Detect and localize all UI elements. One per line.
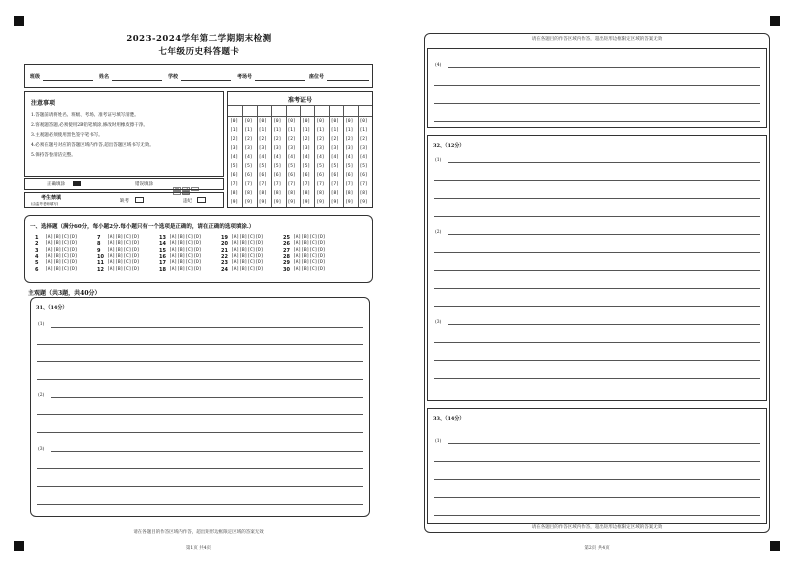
exam-id-bubble[interactable]: [7] bbox=[359, 182, 368, 187]
notes-heading: 注意事项 bbox=[31, 100, 56, 107]
choice-options[interactable]: [A][B][C][D] bbox=[107, 253, 140, 259]
choice-options[interactable]: [A][B][C][D] bbox=[45, 247, 78, 253]
choice-options[interactable]: [A][B][C][D] bbox=[169, 241, 202, 247]
q31-part4-label: (4) bbox=[435, 63, 442, 68]
exam-id-bubble[interactable]: [5] bbox=[258, 164, 267, 169]
choice-options[interactable]: [A][B][C][D] bbox=[293, 253, 326, 259]
writing-line[interactable] bbox=[434, 121, 760, 122]
room-label: 考场号 bbox=[237, 74, 253, 80]
exam-id-bubble[interactable]: [5] bbox=[316, 164, 325, 169]
exam-id-bubble[interactable]: [5] bbox=[244, 164, 253, 169]
name-field[interactable] bbox=[112, 80, 162, 81]
exam-id-bubble[interactable]: [5] bbox=[230, 164, 239, 169]
exam-id-bubble[interactable]: [3] bbox=[302, 146, 311, 151]
class-field[interactable] bbox=[43, 80, 93, 81]
writing-line[interactable] bbox=[37, 414, 363, 415]
writing-line[interactable] bbox=[37, 486, 363, 487]
question-number: 27 bbox=[283, 247, 290, 254]
exam-id-bubble[interactable]: [4] bbox=[330, 155, 339, 160]
question-number: 6 bbox=[35, 266, 39, 273]
exam-id-bubble[interactable]: [3] bbox=[316, 146, 325, 151]
exam-id-bubble[interactable]: [9] bbox=[244, 200, 253, 205]
question-number: 14 bbox=[159, 241, 166, 248]
exam-id-bubble[interactable]: [2] bbox=[316, 137, 325, 142]
writing-line[interactable] bbox=[37, 432, 363, 433]
q31-part2-label: (2) bbox=[38, 393, 45, 398]
writing-line[interactable] bbox=[434, 342, 760, 343]
exam-id-bubble[interactable]: [0] bbox=[359, 119, 368, 124]
exam-id-bubble[interactable]: [6] bbox=[258, 173, 267, 178]
exam-id-bubble[interactable]: [8] bbox=[273, 191, 282, 196]
wrong-fill-label: 错误填涂 bbox=[135, 182, 153, 187]
exam-id-bubble[interactable]: [7] bbox=[287, 182, 296, 187]
choice-options[interactable]: [A][B][C][D] bbox=[231, 253, 264, 259]
exam-title: 2023-2024学年第二学期期末检测 bbox=[126, 34, 272, 44]
exam-id-bubble[interactable]: [1] bbox=[244, 128, 253, 133]
question-number: 18 bbox=[159, 266, 166, 273]
divider bbox=[286, 105, 287, 207]
absent-label: 缺考 bbox=[120, 199, 129, 204]
page2-bottom-warning: 请在各题目的作答区域内作答，超出矩形边框限定区域的答案无效 bbox=[531, 525, 663, 530]
writing-line[interactable] bbox=[448, 234, 760, 235]
exam-id-bubble[interactable]: [9] bbox=[302, 200, 311, 205]
room-field[interactable] bbox=[255, 80, 305, 81]
question-number: 11 bbox=[97, 260, 104, 267]
choice-options[interactable]: [A][B][C][D] bbox=[45, 241, 78, 247]
question-number: 2 bbox=[35, 241, 39, 248]
question-number: 17 bbox=[159, 260, 166, 267]
exam-id-bubble[interactable]: [7] bbox=[273, 182, 282, 187]
divider bbox=[343, 105, 344, 207]
writing-line[interactable] bbox=[434, 103, 760, 104]
divider bbox=[271, 105, 272, 207]
choice-options[interactable]: [A][B][C][D] bbox=[107, 260, 140, 266]
writing-line[interactable] bbox=[434, 270, 760, 271]
choice-options[interactable]: [A][B][C][D] bbox=[169, 235, 202, 240]
choice-options[interactable]: [A][B][C][D] bbox=[231, 260, 264, 266]
exam-id-bubble[interactable]: [6] bbox=[244, 173, 253, 178]
choice-options[interactable]: [A][B][C][D] bbox=[231, 235, 264, 240]
writing-line[interactable] bbox=[434, 252, 760, 253]
writing-line[interactable] bbox=[434, 378, 760, 379]
positioning-mark bbox=[770, 541, 780, 551]
exam-id-bubble[interactable]: [1] bbox=[359, 128, 368, 133]
choice-options[interactable]: [A][B][C][D] bbox=[107, 266, 140, 272]
exam-id-bubble[interactable]: [7] bbox=[302, 182, 311, 187]
sheet-title: 七年级历史科答题卡 bbox=[158, 47, 240, 57]
writing-line[interactable] bbox=[434, 497, 760, 498]
q32-part2-label: (2) bbox=[435, 230, 442, 235]
exam-id-bubble[interactable]: [8] bbox=[287, 191, 296, 196]
exam-id-bubble[interactable]: [0] bbox=[302, 119, 311, 124]
writing-line[interactable] bbox=[448, 162, 760, 163]
exam-id-bubble[interactable]: [7] bbox=[258, 182, 267, 187]
choice-options[interactable]: [A][B][C][D] bbox=[293, 235, 326, 240]
exam-id-box bbox=[227, 91, 373, 208]
exam-id-bubble[interactable]: [7] bbox=[345, 182, 354, 187]
writing-line[interactable] bbox=[434, 515, 760, 516]
exam-id-bubble[interactable]: [6] bbox=[316, 173, 325, 178]
exam-id-bubble[interactable]: [2] bbox=[244, 137, 253, 142]
choice-heading: 一、选择题（满分60分，每小题2分.每小题只有一个选项是正确的，请在正确的选项填涂.） bbox=[30, 224, 255, 230]
seat-field[interactable] bbox=[327, 80, 369, 81]
exam-id-bubble[interactable]: [9] bbox=[230, 200, 239, 205]
choice-options[interactable]: [A][B][C][D] bbox=[169, 247, 202, 253]
choice-options[interactable]: [A][B][C][D] bbox=[107, 241, 140, 247]
status-sub-label: (由监考老师填写) bbox=[31, 202, 59, 206]
exam-id-bubble[interactable]: [8] bbox=[244, 191, 253, 196]
subjective-heading: 主观题（共3题，共40分） bbox=[28, 290, 101, 297]
exam-id-bubble[interactable]: [0] bbox=[345, 119, 354, 124]
exam-id-bubble[interactable]: [5] bbox=[287, 164, 296, 169]
question-number: 12 bbox=[97, 266, 104, 273]
question-number: 1 bbox=[35, 235, 39, 241]
exam-id-bubble[interactable]: [3] bbox=[330, 146, 339, 151]
divider bbox=[257, 105, 258, 207]
notes-box bbox=[24, 91, 224, 177]
question-number: 28 bbox=[283, 253, 290, 260]
question-number: 19 bbox=[221, 235, 228, 241]
exam-id-bubble[interactable]: [2] bbox=[287, 137, 296, 142]
choice-options[interactable]: [A][B][C][D] bbox=[293, 266, 326, 272]
correct-fill-icon bbox=[73, 181, 81, 186]
exam-id-bubble[interactable]: [6] bbox=[359, 173, 368, 178]
question-number: 23 bbox=[221, 260, 228, 267]
exam-id-bubble[interactable]: [9] bbox=[287, 200, 296, 205]
writing-line[interactable] bbox=[434, 306, 760, 307]
exam-id-bubble[interactable]: [0] bbox=[244, 119, 253, 124]
school-label: 学校 bbox=[168, 74, 179, 80]
q33-part1-label: (1) bbox=[435, 439, 442, 444]
writing-line[interactable] bbox=[37, 504, 363, 505]
writing-line[interactable] bbox=[448, 443, 760, 444]
exam-id-bubble[interactable]: [1] bbox=[316, 128, 325, 133]
q32-part3-label: (3) bbox=[435, 320, 442, 325]
writing-line[interactable] bbox=[448, 67, 760, 68]
question-number: 20 bbox=[221, 241, 228, 248]
question-number: 26 bbox=[283, 241, 290, 248]
exam-id-bubble[interactable]: [0] bbox=[287, 119, 296, 124]
choice-options[interactable]: [A][B][C][D] bbox=[45, 253, 78, 259]
exam-id-bubble[interactable]: [3] bbox=[244, 146, 253, 151]
exam-id-bubble[interactable]: [0] bbox=[230, 119, 239, 124]
exam-id-bubble[interactable]: [1] bbox=[230, 128, 239, 133]
exam-id-bubble[interactable]: [1] bbox=[273, 128, 282, 133]
exam-id-bubble[interactable]: [9] bbox=[359, 200, 368, 205]
exam-id-bubble[interactable]: [2] bbox=[359, 137, 368, 142]
exam-id-bubble[interactable]: [4] bbox=[359, 155, 368, 160]
exam-id-bubble[interactable]: [2] bbox=[330, 137, 339, 142]
exam-id-bubble[interactable]: [6] bbox=[302, 173, 311, 178]
exam-id-bubble[interactable]: [8] bbox=[302, 191, 311, 196]
exam-id-bubble[interactable]: [1] bbox=[345, 128, 354, 133]
exam-id-bubble[interactable]: [6] bbox=[287, 173, 296, 178]
choice-options[interactable]: [A][B][C][D] bbox=[169, 266, 202, 272]
question-number: 24 bbox=[221, 266, 228, 273]
q33-answer-box bbox=[427, 408, 767, 524]
divider bbox=[314, 105, 315, 207]
exam-id-bubble[interactable]: [4] bbox=[345, 155, 354, 160]
exam-id-bubble[interactable]: [4] bbox=[273, 155, 282, 160]
writing-line[interactable] bbox=[37, 468, 363, 469]
q32-label: 32、（12分） bbox=[433, 143, 465, 149]
choice-options[interactable]: [A][B][C][D] bbox=[45, 266, 78, 272]
q32-answer-box bbox=[427, 135, 767, 401]
choice-options[interactable]: [A][B][C][D] bbox=[45, 235, 78, 240]
exam-id-bubble[interactable]: [8] bbox=[359, 191, 368, 196]
q31-continuation-box bbox=[427, 48, 767, 128]
q31-part3-label: (3) bbox=[38, 447, 45, 452]
choice-options[interactable]: [A][B][C][D] bbox=[169, 253, 202, 259]
exam-id-bubble[interactable]: [6] bbox=[230, 173, 239, 178]
student-info-box bbox=[24, 64, 373, 88]
exam-id-bubble[interactable]: [4] bbox=[230, 155, 239, 160]
q31-answer-box bbox=[30, 297, 370, 517]
positioning-mark bbox=[14, 541, 24, 551]
exam-id-bubble[interactable]: [2] bbox=[258, 137, 267, 142]
divider bbox=[329, 105, 330, 207]
choice-options[interactable]: [A][B][C][D] bbox=[293, 247, 326, 253]
question-number: 4 bbox=[35, 253, 39, 260]
exam-id-bubble[interactable]: [4] bbox=[316, 155, 325, 160]
writing-line[interactable] bbox=[434, 216, 760, 217]
writing-line[interactable] bbox=[434, 85, 760, 86]
question-number: 13 bbox=[159, 235, 166, 241]
exam-id-bubble[interactable]: [9] bbox=[273, 200, 282, 205]
exam-id-bubble[interactable]: [5] bbox=[273, 164, 282, 169]
notes-item: 1.答题前请将姓名、班级、考场、准考证号填写清楚。 bbox=[31, 113, 139, 118]
writing-line[interactable] bbox=[434, 360, 760, 361]
exam-id-bubble[interactable]: [6] bbox=[345, 173, 354, 178]
q32-part1-label: (1) bbox=[435, 158, 442, 163]
exam-id-bubble[interactable]: [2] bbox=[345, 137, 354, 142]
question-number: 15 bbox=[159, 247, 166, 254]
exam-id-bubble[interactable]: [2] bbox=[302, 137, 311, 142]
exam-id-bubble[interactable]: [3] bbox=[359, 146, 368, 151]
exam-id-bubble[interactable]: [4] bbox=[287, 155, 296, 160]
exam-id-bubble[interactable]: [7] bbox=[330, 182, 339, 187]
choice-options[interactable]: [A][B][C][D] bbox=[45, 260, 78, 266]
status-label: 考生禁填 bbox=[41, 195, 62, 201]
question-number: 22 bbox=[221, 253, 228, 260]
exam-id-bubble[interactable]: [4] bbox=[244, 155, 253, 160]
choice-options[interactable]: [A][B][C][D] bbox=[293, 241, 326, 247]
question-number: 29 bbox=[283, 260, 290, 267]
divider bbox=[300, 105, 301, 207]
exam-id-bubble[interactable]: [7] bbox=[316, 182, 325, 187]
page1-warning: 请在各题目的作答区域内作答，超出矩形边框限定区域的答案无效 bbox=[133, 530, 264, 535]
question-number: 8 bbox=[97, 241, 101, 248]
page1-number: 第1页 共4页 bbox=[185, 546, 212, 551]
exam-id-bubble[interactable]: [5] bbox=[359, 164, 368, 169]
notes-item: 3.主观题必须使用黑色签字笔书写。 bbox=[31, 133, 103, 138]
writing-line[interactable] bbox=[434, 461, 760, 462]
writing-line[interactable] bbox=[448, 324, 760, 325]
choice-section bbox=[24, 215, 373, 283]
writing-line[interactable] bbox=[51, 327, 363, 328]
exam-id-bubble[interactable]: [1] bbox=[302, 128, 311, 133]
writing-line[interactable] bbox=[434, 288, 760, 289]
exam-id-bubble[interactable]: [5] bbox=[345, 164, 354, 169]
writing-line[interactable] bbox=[51, 451, 363, 452]
exam-id-bubble[interactable]: [7] bbox=[244, 182, 253, 187]
question-number: 21 bbox=[221, 247, 228, 254]
writing-line[interactable] bbox=[434, 479, 760, 480]
question-number: 25 bbox=[283, 235, 290, 241]
exam-id-bubble[interactable]: [1] bbox=[258, 128, 267, 133]
exam-id-bubble[interactable]: [7] bbox=[230, 182, 239, 187]
exam-id-bubble[interactable]: [3] bbox=[287, 146, 296, 151]
exam-id-bubble[interactable]: [3] bbox=[258, 146, 267, 151]
exam-id-bubble[interactable]: [0] bbox=[330, 119, 339, 124]
choice-options[interactable]: [A][B][C][D] bbox=[293, 260, 326, 266]
exam-id-bubble[interactable]: [4] bbox=[258, 155, 267, 160]
exam-id-bubble[interactable]: [8] bbox=[230, 191, 239, 196]
exam-id-bubble[interactable]: [8] bbox=[345, 191, 354, 196]
correct-fill-label: 正确填涂 bbox=[47, 182, 65, 187]
notes-item: 4.必须在题号对应的答题区域内作答,超出答题区域书写无效。 bbox=[31, 143, 154, 148]
positioning-mark bbox=[14, 16, 24, 26]
exam-id-bubble[interactable]: [9] bbox=[258, 200, 267, 205]
exam-id-bubble[interactable]: [6] bbox=[273, 173, 282, 178]
q31-label: 31、（14分） bbox=[36, 305, 68, 311]
question-number: 16 bbox=[159, 253, 166, 260]
exam-id-bubble[interactable]: [9] bbox=[316, 200, 325, 205]
exam-id-bubble[interactable]: [8] bbox=[316, 191, 325, 196]
exam-id-bubble[interactable]: [8] bbox=[330, 191, 339, 196]
absent-checkbox[interactable] bbox=[135, 197, 144, 203]
writing-line[interactable] bbox=[434, 180, 760, 181]
exam-id-bubble[interactable]: [9] bbox=[345, 200, 354, 205]
violation-checkbox[interactable] bbox=[197, 197, 206, 203]
exam-id-bubble[interactable]: [5] bbox=[330, 164, 339, 169]
exam-id-bubble[interactable]: [3] bbox=[230, 146, 239, 151]
wrong-fill-icon bbox=[173, 180, 199, 188]
seat-label: 座位号 bbox=[309, 74, 325, 80]
choice-options[interactable]: [A][B][C][D] bbox=[107, 247, 140, 253]
exam-id-bubble[interactable]: [4] bbox=[302, 155, 311, 160]
q31-part1-label: (1) bbox=[38, 322, 45, 327]
positioning-mark bbox=[770, 16, 780, 26]
question-number: 10 bbox=[97, 253, 104, 260]
exam-id-bubble[interactable]: [9] bbox=[330, 200, 339, 205]
writing-line[interactable] bbox=[51, 397, 363, 398]
exam-id-bubble[interactable]: [3] bbox=[273, 146, 282, 151]
writing-line[interactable] bbox=[37, 379, 363, 380]
exam-id-bubble[interactable]: [5] bbox=[302, 164, 311, 169]
choice-options[interactable]: [A][B][C][D] bbox=[107, 235, 140, 240]
writing-line[interactable] bbox=[37, 361, 363, 362]
question-number: 30 bbox=[283, 266, 290, 273]
writing-line[interactable] bbox=[37, 344, 363, 345]
fill-example-box bbox=[24, 178, 224, 190]
choice-options[interactable]: [A][B][C][D] bbox=[231, 247, 264, 253]
question-number: 7 bbox=[97, 235, 101, 241]
writing-line[interactable] bbox=[434, 198, 760, 199]
divider bbox=[242, 105, 243, 207]
question-number: 9 bbox=[97, 247, 101, 254]
choice-options[interactable]: [A][B][C][D] bbox=[231, 266, 264, 272]
exam-id-bubble[interactable]: [1] bbox=[287, 128, 296, 133]
class-label: 班级 bbox=[30, 74, 41, 80]
notes-item: 2.客观题答题,必须使用2B铅笔填涂,修改时用橡皮擦干净。 bbox=[31, 123, 148, 128]
question-number: 3 bbox=[35, 247, 39, 254]
exam-id-bubble[interactable]: [1] bbox=[330, 128, 339, 133]
notes-item: 5.保持答卷清洁完整。 bbox=[31, 153, 76, 158]
exam-id-bubble[interactable]: [0] bbox=[316, 119, 325, 124]
choice-options[interactable]: [A][B][C][D] bbox=[169, 260, 202, 266]
exam-id-bubble[interactable]: [8] bbox=[258, 191, 267, 196]
page2-top-warning: 请在各题目的作答区域内作答，超出矩形边框限定区域的答案无效 bbox=[531, 37, 663, 42]
status-box bbox=[24, 192, 224, 208]
q33-label: 33、（14分） bbox=[433, 416, 465, 422]
choice-options[interactable]: [A][B][C][D] bbox=[231, 241, 264, 247]
exam-id-bubble[interactable]: [2] bbox=[273, 137, 282, 142]
exam-id-bubble[interactable]: [6] bbox=[330, 173, 339, 178]
name-label: 姓名 bbox=[99, 74, 110, 80]
exam-id-bubble[interactable]: [0] bbox=[258, 119, 267, 124]
exam-id-bubble[interactable]: [0] bbox=[273, 119, 282, 124]
page2-number: 第2页 共4页 bbox=[584, 546, 610, 551]
exam-id-bubble[interactable]: [3] bbox=[345, 146, 354, 151]
violation-label: 违纪 bbox=[183, 199, 192, 204]
exam-id-bubble[interactable]: [2] bbox=[230, 137, 239, 142]
question-number: 5 bbox=[35, 260, 39, 267]
school-field[interactable] bbox=[181, 80, 231, 81]
divider bbox=[358, 105, 359, 207]
exam-id-heading: 准考证号 bbox=[287, 97, 312, 104]
